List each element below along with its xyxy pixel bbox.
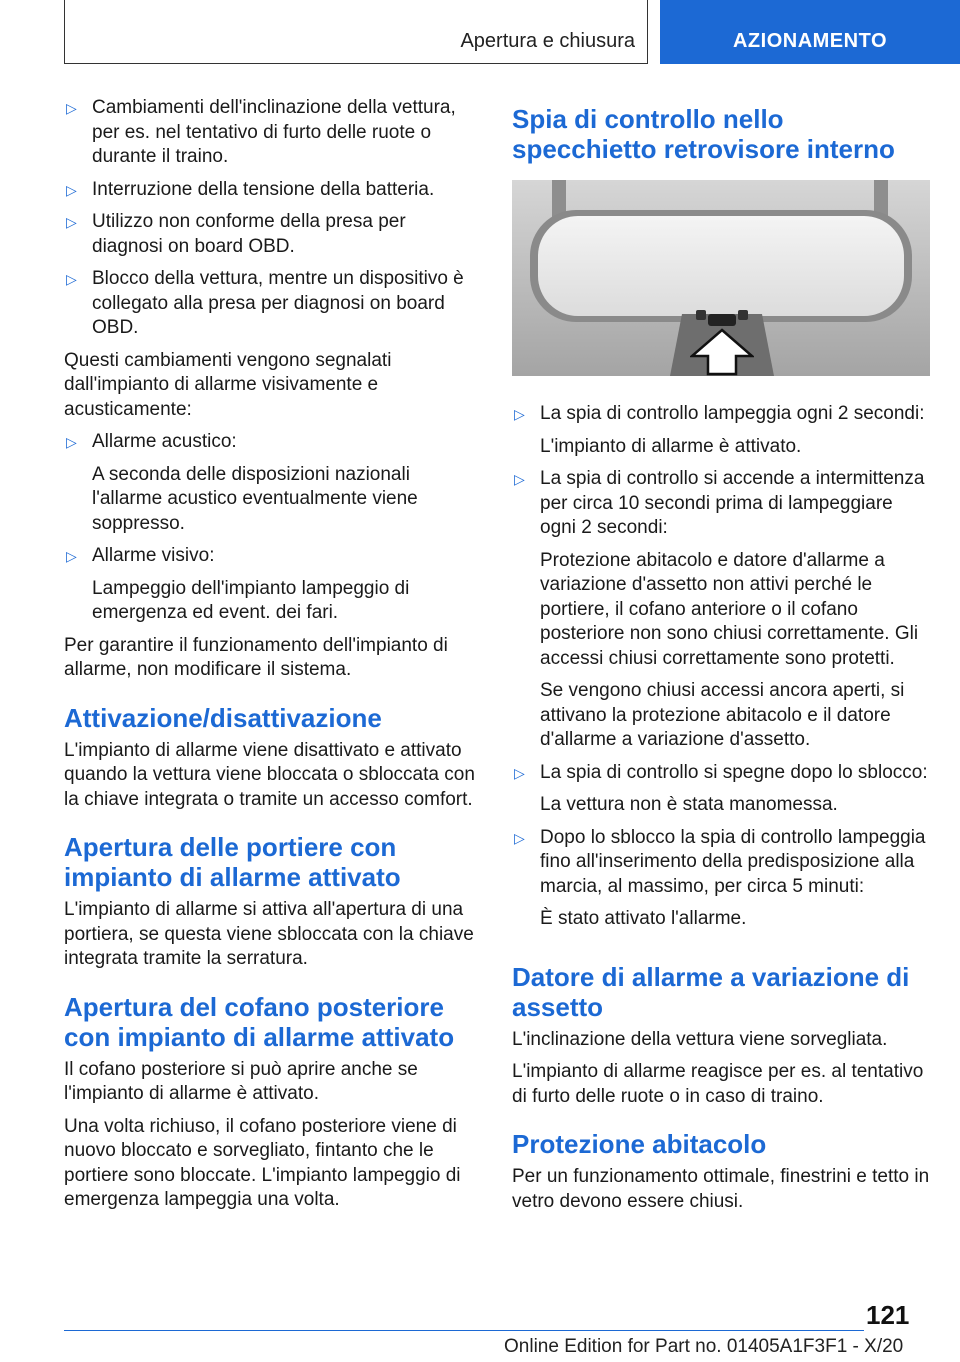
- paragraph-tilt-1: L'inclinazione della vettura viene sorvegliata.: [512, 1028, 888, 1050]
- triangle-right-icon: ▷: [514, 829, 525, 846]
- page-number: 121: [866, 1300, 910, 1330]
- paragraph-tailgate-2: Una volta richiuso, il cofano posteriore viene di nuovo bloccato e sorvegliato, fintanto che le portiere sono bloccate. L'impianto lampeggio di emergenza lampeggia una volta.: [64, 1115, 461, 1210]
- list-item: ▷ Cambiamenti dell'inclinazione della vettura, per es. nel tentativo di furto delle ruote o durante il traino.: [66, 97, 456, 167]
- heading-activation: Attivazione/disattivazione: [64, 702, 382, 733]
- bullet-4-sub: È stato attivato l'allarme.: [540, 908, 747, 929]
- triangle-right-icon: ▷: [514, 471, 525, 487]
- section-label: AZIONAMENTO: [732, 30, 887, 52]
- header-section-tab: [660, 0, 960, 64]
- footer-edition: Online Edition for Part no. 01405A1F3F1 - X/20: [504, 1336, 904, 1357]
- triangle-right-icon: ▷: [66, 548, 77, 564]
- triangle-right-icon: ▷: [66, 434, 77, 450]
- header-chapter-box: [64, 0, 648, 64]
- list-item: ▷ Blocco della vettura, mentre un dispositivo è collegato alla presa per diagnosi on board OBD.: [66, 268, 464, 338]
- triangle-right-icon: ▷: [66, 271, 77, 287]
- right-column: [512, 96, 930, 1222]
- list-item: ▷ La spia di controllo si spegne dopo lo sblocco: La vettura non è stata manomessa.: [512, 761, 930, 818]
- list-item: ▷ Interruzione della tensione della batteria.: [64, 178, 476, 203]
- heading-cabin-protection: Protezione abitacolo: [512, 1129, 767, 1159]
- paragraph-tilt-2: L'impianto di allarme reagisce per es. al tentativo di furto delle ruote o in caso di traino.: [512, 1061, 924, 1107]
- left-column: [64, 96, 476, 1221]
- triangle-right-icon: ▷: [514, 764, 525, 781]
- bullet-2-sub-2: Se vengono chiusi accessi ancora aperti, si attivano la protezione abitacolo e il datore d'allarme a variazione d'assetto.: [540, 680, 905, 750]
- paragraph-cabin: Per un funzionamento ottimale, finestrini e tetto in vetro devono essere chiusi.: [512, 1166, 930, 1212]
- list-item: ▷ La spia di controllo si accende a intermittenza per circa 10 secondi prima di lampeggiare ogni 2 secondi: Protezione abitacolo e datore d'allarme a variazione d'assetto non attivi perché le portiere, il cofano anteriore o il cofano posteriore non sono chiusi correttamente. Gli accessi chiusi correttamente sono protetti. Se vengono chiusi accessi ancora aperti, si attivano la protezione abitacolo e il datore d'allarme a variazione d'assetto.: [512, 467, 930, 753]
- alarm-visual-text: Lampeggio dell'impianto lampeggio di emergenza ed event. dei fari.: [92, 577, 410, 623]
- bullet-3-sub: La vettura non è stata manomessa.: [540, 794, 838, 815]
- triangle-right-icon: ▷: [66, 100, 77, 116]
- list-item: ▷ Allarme visivo: Lampeggio dell'impianto lampeggio di emergenza ed event. dei fari.: [64, 544, 476, 626]
- paragraph-activation: L'impianto di allarme viene disattivato e attivato quando la vettura viene bloccata o sbloccata con la chiave integrata o tramite un accesso comfort.: [64, 739, 475, 810]
- paragraph-guarantee: Per garantire il funzionamento dell'impianto di allarme, non modificare il sistema.: [64, 634, 448, 680]
- triangle-right-icon: ▷: [66, 214, 77, 230]
- footer-rule: [64, 1330, 864, 1331]
- list-item: ▷ La spia di controllo lampeggia ogni 2 secondi: L'impianto di allarme è attivato.: [512, 402, 930, 459]
- alarm-acoustic-text: A seconda delle disposizioni nazionali l'allarme acustico eventualmente viene soppresso.: [92, 463, 418, 534]
- list-item: ▷ Dopo lo sblocco la spia di controllo lampeggia fino all'inserimento della predisposizione alla marcia, al massimo, per circa 5 minuti: È stato attivato l'allarme.: [512, 826, 930, 932]
- list-item: ▷ Allarme acustico: A seconda delle disposizioni nazionali l'allarme acustico eventualmente viene soppresso.: [64, 430, 476, 536]
- heading-tailgate: Apertura del cofano posteriore con impianto di allarme attivato: [64, 991, 455, 1052]
- triangle-right-icon: ▷: [514, 406, 525, 422]
- heading-tilt-sensor: Datore di allarme a variazione di assetto: [512, 961, 910, 1022]
- chapter-title: Apertura e chiusura: [460, 30, 635, 52]
- paragraph-tailgate-1: Il cofano posteriore si può aprire anche se l'impianto di allarme è attivato.: [64, 1058, 418, 1104]
- triangle-right-icon: ▷: [66, 181, 77, 198]
- heading-indicator: Spia di controllo nello specchietto retrovisore interno: [512, 104, 895, 164]
- arrow-up-icon: [690, 328, 754, 376]
- bullet-1-sub: L'impianto di allarme è attivato.: [540, 435, 802, 457]
- heading-doors: Apertura delle portiere con impianto di allarme attivato: [64, 832, 401, 892]
- paragraph-doors: L'impianto di allarme si attiva all'apertura di una portiera, se questa viene sbloccata con la chiave integrata tramite la serratura.: [64, 899, 474, 969]
- mirror-figure: [512, 180, 930, 376]
- paragraph-changes: Questi cambiamenti vengono segnalati dall'impianto di allarme visivamente e acusticamente:: [64, 349, 392, 420]
- bullet-2-sub-1: Protezione abitacolo e datore d'allarme a variazione d'assetto non attivi perché le portiere, il cofano anteriore o il cofano posteriore non sono chiusi correttamente. Gli accessi chiusi correttamente sono protetti.: [540, 549, 919, 669]
- list-item: ▷ Utilizzo non conforme della presa per diagnosi on board OBD.: [66, 211, 406, 257]
